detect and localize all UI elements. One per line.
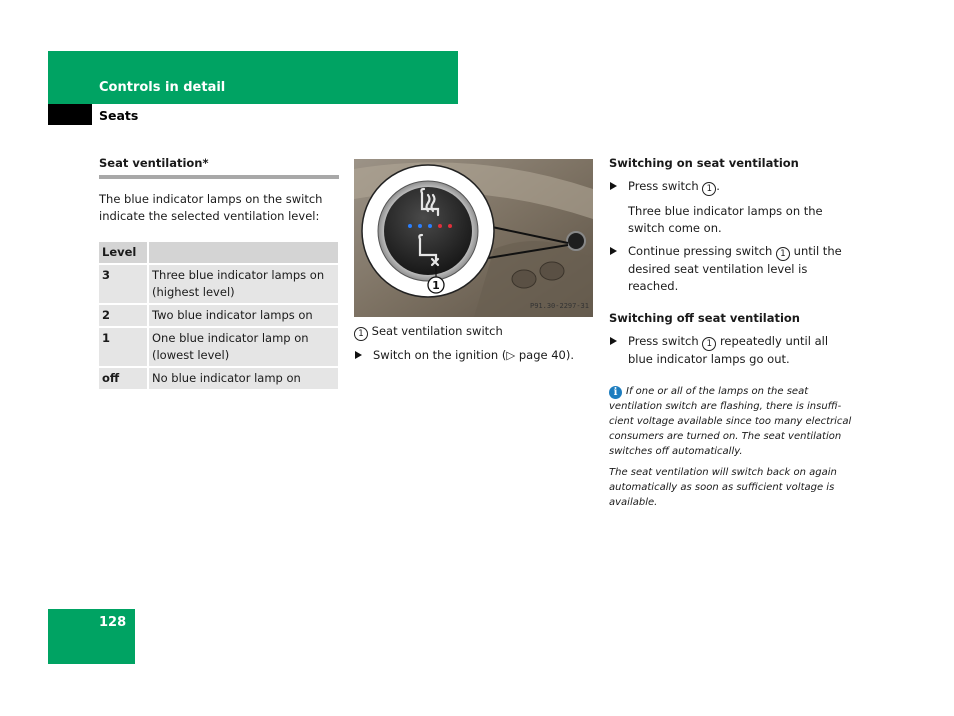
table-row bbox=[99, 264, 338, 304]
indicator-lamp-red bbox=[438, 224, 442, 228]
info-note bbox=[609, 384, 854, 459]
description-cell: No blue indicator lamp on bbox=[148, 367, 338, 390]
result-text: Three blue indicator lamps on the switch come on. bbox=[628, 204, 823, 235]
info-icon: i bbox=[609, 386, 622, 399]
caption-text: Seat ventilation switch bbox=[371, 324, 503, 338]
description-cell: One blue indicator lamp on (lowest level) bbox=[148, 327, 338, 367]
small-switch-in-panel bbox=[567, 232, 585, 250]
step-text-end: repeatedly until all blue indicator lamps go out. bbox=[628, 334, 829, 366]
bullet-arrow-icon bbox=[355, 351, 362, 359]
left-column bbox=[99, 155, 339, 391]
level-cell: 2 bbox=[99, 304, 148, 327]
middle-column bbox=[354, 159, 594, 364]
seat-ventilation-heading: Seat ventilation* bbox=[99, 156, 209, 170]
right-column bbox=[609, 155, 854, 510]
instruction-step bbox=[609, 333, 854, 368]
info-note-continued: The seat ventilation will switch back on again automatically as soon as sufficient voltage is available. bbox=[609, 467, 837, 508]
callout-marker-inline: 1 bbox=[776, 247, 790, 261]
level-cell: 3 bbox=[99, 264, 148, 304]
instruction-step bbox=[609, 178, 854, 196]
page-reference-link[interactable]: page 40). bbox=[518, 348, 575, 362]
bullet-arrow-icon bbox=[610, 182, 617, 190]
figure-code: P91.30-2297-31 bbox=[529, 302, 589, 310]
step-text: Press switch bbox=[628, 334, 699, 348]
description-cell: Two blue indicator lamps on bbox=[148, 304, 338, 327]
callout-marker-inline: 1 bbox=[354, 327, 368, 341]
section-title: Seats bbox=[99, 108, 139, 123]
table-row bbox=[99, 304, 338, 327]
description-cell: Three blue indicator lamps on (highest level) bbox=[148, 264, 338, 304]
switching-on-heading: Switching on seat ventilation bbox=[609, 156, 799, 170]
ventilation-level-table bbox=[99, 242, 338, 391]
step-text-end: until the desired seat ventilation level is reached. bbox=[628, 244, 842, 293]
heading-rule bbox=[99, 175, 339, 179]
indicator-lamp-blue bbox=[418, 224, 422, 228]
page-number: 128 bbox=[99, 615, 127, 630]
bullet-arrow-icon bbox=[610, 247, 617, 255]
table-header-level: Level bbox=[99, 242, 148, 264]
indicator-lamp-blue bbox=[408, 224, 412, 228]
indicator-lamp-red bbox=[448, 224, 452, 228]
table-row bbox=[99, 327, 338, 367]
intro-text: The blue indicator lamps on the switch indicate the selected ventilation level: bbox=[99, 192, 323, 223]
switching-off-heading: Switching off seat ventilation bbox=[609, 311, 800, 325]
step-text: Continue pressing switch bbox=[628, 244, 773, 258]
seat-control-button bbox=[512, 270, 536, 288]
level-cell: off bbox=[99, 367, 148, 390]
info-note-text: If one or all of the lamps on the seat ventilation switch are flashing, there is insuffi-cient voltage available since too many electrical consumers are turned on. The seat ventilation switches off automatically. bbox=[609, 386, 852, 457]
step-text-end: . bbox=[716, 179, 720, 193]
switch-knob bbox=[384, 187, 472, 275]
bullet-arrow-icon bbox=[610, 337, 617, 345]
table-header-row bbox=[99, 242, 338, 264]
indicator-lamp-blue bbox=[428, 224, 432, 228]
section-marker bbox=[48, 104, 92, 125]
chapter-title: Controls in detail bbox=[99, 80, 226, 95]
table-header-desc bbox=[148, 242, 338, 264]
seat-control-button bbox=[540, 262, 564, 280]
table-row bbox=[99, 367, 338, 390]
header-band bbox=[48, 51, 458, 104]
page-reference-icon: ▷ bbox=[506, 348, 516, 362]
level-cell: 1 bbox=[99, 327, 148, 367]
callout-marker-inline: 1 bbox=[702, 182, 716, 196]
seat-ventilation-switch-illustration bbox=[354, 159, 593, 317]
callout-number: 1 bbox=[432, 279, 440, 292]
instruction-step bbox=[609, 243, 854, 295]
switch-illustration-svg bbox=[354, 159, 593, 317]
callout-marker-inline: 1 bbox=[702, 337, 716, 351]
figure-caption bbox=[354, 323, 594, 341]
step-text: Switch on the ignition ( bbox=[373, 348, 507, 362]
step-text: Press switch bbox=[628, 179, 699, 193]
instruction-step bbox=[354, 347, 594, 364]
